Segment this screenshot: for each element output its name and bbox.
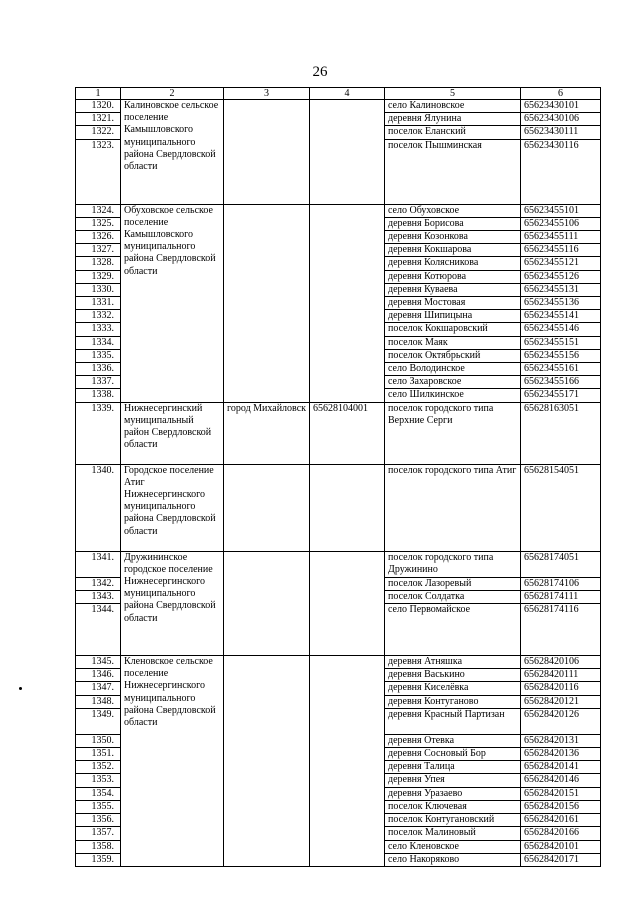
settlement-name: деревня Котюрова — [385, 270, 521, 283]
row-number: 1356. — [76, 814, 121, 827]
settlement-code: 65628420131 — [521, 734, 601, 747]
row-number: 1321. — [76, 113, 121, 126]
settlement-name: поселок Кокшаровский — [385, 323, 521, 336]
settlement-name: село Захаровское — [385, 376, 521, 389]
settlement-name: поселок Лазоревый — [385, 577, 521, 590]
settlement-name: поселок Октябрьский — [385, 349, 521, 362]
settlement-name: село Калиновское — [385, 100, 521, 113]
settlement-name: деревня Борисова — [385, 217, 521, 230]
table-row — [76, 656, 601, 669]
header-col-6: 6 — [521, 88, 601, 100]
center-okato-code — [310, 551, 385, 655]
center-okato-code — [310, 204, 385, 402]
settlement-name: село Шилкинское — [385, 389, 521, 402]
settlement-name: поселок Малиновый — [385, 827, 521, 840]
row-number: 1344. — [76, 604, 121, 656]
row-number: 1323. — [76, 139, 121, 204]
table-row — [76, 100, 601, 113]
row-number: 1349. — [76, 708, 121, 734]
settlement-code: 65623455116 — [521, 244, 601, 257]
row-number: 1336. — [76, 363, 121, 376]
row-number: 1357. — [76, 827, 121, 840]
municipality-name: Обуховское сельское поселение Камышловского муниципального района Свердловской области — [121, 204, 224, 402]
municipality-name: Городское поселение Атиг Нижнесергинского муниципального района Свердловской области — [121, 464, 224, 551]
row-number: 1355. — [76, 800, 121, 813]
header-col-4: 4 — [310, 88, 385, 100]
administrative-center — [224, 464, 310, 551]
settlement-code: 65623455111 — [521, 231, 601, 244]
settlement-code: 65628420116 — [521, 682, 601, 695]
row-number: 1331. — [76, 297, 121, 310]
settlement-code: 65623455151 — [521, 336, 601, 349]
settlement-code: 65628420101 — [521, 840, 601, 853]
row-number: 1354. — [76, 787, 121, 800]
settlement-code: 65628420151 — [521, 787, 601, 800]
settlement-code: 65623455121 — [521, 257, 601, 270]
table-body — [76, 100, 601, 867]
row-number: 1343. — [76, 590, 121, 603]
administrative-center — [224, 551, 310, 655]
settlement-name: деревня Мостовая — [385, 297, 521, 310]
settlement-code: 65623430106 — [521, 113, 601, 126]
row-number: 1353. — [76, 774, 121, 787]
settlement-code: 65623455101 — [521, 204, 601, 217]
header-row — [76, 88, 601, 100]
settlement-name: деревня Кокшарова — [385, 244, 521, 257]
settlement-name: деревня Куваева — [385, 283, 521, 296]
settlement-name: деревня Сосновый Бор — [385, 748, 521, 761]
settlement-name: село Обуховское — [385, 204, 521, 217]
row-number: 1352. — [76, 761, 121, 774]
header-col-5: 5 — [385, 88, 521, 100]
settlement-code: 65623455106 — [521, 217, 601, 230]
settlement-name: село Кленовское — [385, 840, 521, 853]
settlement-code: 65623455131 — [521, 283, 601, 296]
settlement-name: деревня Контуганово — [385, 695, 521, 708]
settlement-code: 65623455156 — [521, 349, 601, 362]
table-row — [76, 204, 601, 217]
administrative-center — [224, 204, 310, 402]
row-number: 1322. — [76, 126, 121, 139]
header-col-2: 2 — [121, 88, 224, 100]
settlement-name: поселок Еланский — [385, 126, 521, 139]
administrative-center — [224, 100, 310, 205]
settlement-code: 65628420166 — [521, 827, 601, 840]
settlement-name: поселок городского типа Дружинино — [385, 551, 521, 577]
settlement-code: 65628174106 — [521, 577, 601, 590]
settlement-name: поселок Пышминская — [385, 139, 521, 204]
settlement-name: деревня Колясникова — [385, 257, 521, 270]
center-okato-code — [310, 656, 385, 867]
header-col-1: 1 — [76, 88, 121, 100]
settlement-code: 65623430116 — [521, 139, 601, 204]
row-number: 1340. — [76, 464, 121, 551]
row-number: 1342. — [76, 577, 121, 590]
row-number: 1324. — [76, 204, 121, 217]
settlement-code: 65628420146 — [521, 774, 601, 787]
settlement-name: деревня Упея — [385, 774, 521, 787]
settlement-name: поселок Контугановский — [385, 814, 521, 827]
settlement-name: поселок Маяк — [385, 336, 521, 349]
row-number: 1359. — [76, 853, 121, 866]
administrative-center: город Михайловск — [224, 402, 310, 464]
row-number: 1339. — [76, 402, 121, 464]
settlement-name: поселок Солдатка — [385, 590, 521, 603]
settlement-code: 65623430111 — [521, 126, 601, 139]
settlement-code: 65628420121 — [521, 695, 601, 708]
row-number: 1341. — [76, 551, 121, 577]
center-okato-code — [310, 100, 385, 205]
municipality-name: Нижнесергинский муниципальный район Свердловской области — [121, 402, 224, 464]
settlement-code: 65623455166 — [521, 376, 601, 389]
row-number: 1347. — [76, 682, 121, 695]
scan-dot — [19, 687, 22, 690]
row-number: 1337. — [76, 376, 121, 389]
center-okato-code — [310, 464, 385, 551]
settlement-name: деревня Талица — [385, 761, 521, 774]
row-number: 1329. — [76, 270, 121, 283]
settlement-name: село Накоряково — [385, 853, 521, 866]
municipality-name: Калиновское сельское поселение Камышловского муниципального района Свердловской области — [121, 100, 224, 205]
settlement-name: деревня Киселёвка — [385, 682, 521, 695]
settlement-code: 65623455171 — [521, 389, 601, 402]
row-number: 1346. — [76, 669, 121, 682]
center-okato-code: 65628104001 — [310, 402, 385, 464]
settlement-code: 65628420106 — [521, 656, 601, 669]
settlement-code: 65628420156 — [521, 800, 601, 813]
municipality-name: Кленовское сельское поселение Нижнесергинского муниципального района Свердловской области — [121, 656, 224, 867]
settlement-code: 65628174051 — [521, 551, 601, 577]
settlement-code: 65628174111 — [521, 590, 601, 603]
table-row — [76, 402, 601, 464]
settlement-name: деревня Атняшка — [385, 656, 521, 669]
row-number: 1325. — [76, 217, 121, 230]
settlement-code: 65628420171 — [521, 853, 601, 866]
row-number: 1358. — [76, 840, 121, 853]
settlement-name: поселок городского типа Атиг — [385, 464, 521, 551]
settlement-name: село Володинское — [385, 363, 521, 376]
settlement-name: деревня Козонкова — [385, 231, 521, 244]
header-col-3: 3 — [224, 88, 310, 100]
row-number: 1335. — [76, 349, 121, 362]
settlement-code: 65623455146 — [521, 323, 601, 336]
page-number: 26 — [312, 64, 328, 80]
row-number: 1350. — [76, 734, 121, 747]
row-number: 1333. — [76, 323, 121, 336]
administrative-center — [224, 656, 310, 867]
row-number: 1332. — [76, 310, 121, 323]
table-row — [76, 551, 601, 577]
settlement-code: 65628420141 — [521, 761, 601, 774]
row-number: 1345. — [76, 656, 121, 669]
row-number: 1351. — [76, 748, 121, 761]
settlement-name: деревня Красный Партизан — [385, 708, 521, 734]
row-number: 1348. — [76, 695, 121, 708]
row-number: 1326. — [76, 231, 121, 244]
settlement-name: деревня Шипицына — [385, 310, 521, 323]
settlement-code: 65623455126 — [521, 270, 601, 283]
row-number: 1334. — [76, 336, 121, 349]
settlement-name: село Первомайское — [385, 604, 521, 656]
settlement-name: деревня Отевка — [385, 734, 521, 747]
settlement-code: 65628174116 — [521, 604, 601, 656]
settlement-code: 65623455161 — [521, 363, 601, 376]
settlement-code: 65623455136 — [521, 297, 601, 310]
settlements-table — [75, 87, 601, 867]
settlement-code: 65623455141 — [521, 310, 601, 323]
settlement-name: поселок Ключевая — [385, 800, 521, 813]
settlement-code: 65628163051 — [521, 402, 601, 464]
settlement-code: 65623430101 — [521, 100, 601, 113]
row-number: 1338. — [76, 389, 121, 402]
table-row — [76, 464, 601, 551]
row-number: 1330. — [76, 283, 121, 296]
settlement-code: 65628420161 — [521, 814, 601, 827]
settlement-name: деревня Уразаево — [385, 787, 521, 800]
settlement-name: деревня Васькино — [385, 669, 521, 682]
row-number: 1327. — [76, 244, 121, 257]
row-number: 1328. — [76, 257, 121, 270]
settlement-code: 65628154051 — [521, 464, 601, 551]
settlement-code: 65628420126 — [521, 708, 601, 734]
row-number: 1320. — [76, 100, 121, 113]
settlement-name: деревня Ялунина — [385, 113, 521, 126]
settlement-code: 65628420136 — [521, 748, 601, 761]
municipality-name: Дружининское городское поселение Нижнесергинского муниципального района Свердловской области — [121, 551, 224, 655]
settlement-name: поселок городского типа Верхние Серги — [385, 402, 521, 464]
settlement-code: 65628420111 — [521, 669, 601, 682]
